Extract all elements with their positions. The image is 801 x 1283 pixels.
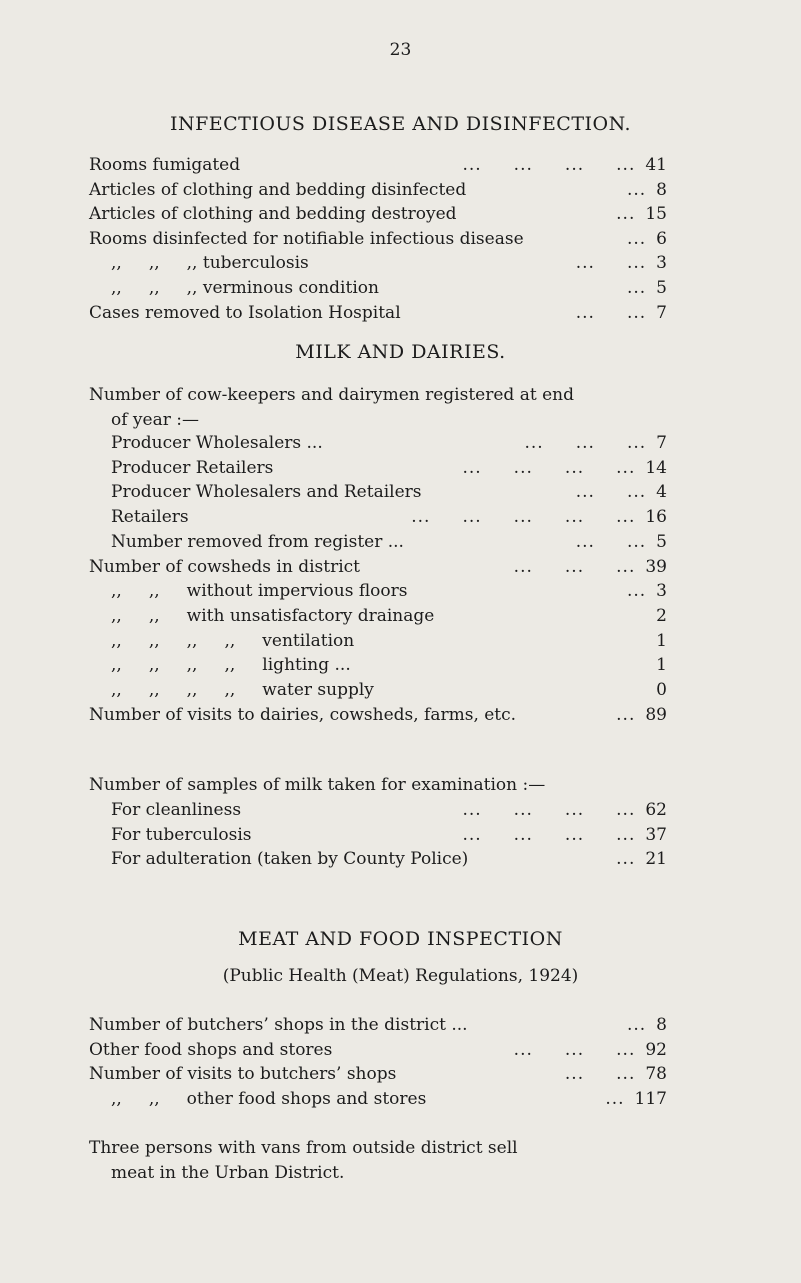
row-label: ,, ,, ,, verminous condition [111, 278, 379, 298]
row-value: 37 [645, 824, 667, 845]
section-title-meat: MEAT AND FOOD INSPECTION [238, 928, 563, 950]
row-label: ,, ,, other food shops and stores [111, 1089, 427, 1110]
table-row [111, 532, 667, 558]
milk-intro-line2: of year :— [111, 410, 199, 430]
row-leader-dots: ... ... ... ... [462, 800, 636, 820]
row-leader-dots: ... [616, 704, 636, 725]
row-label: For adulteration (taken by County Police) [111, 849, 469, 870]
row-leader-dots: ... ... ... [513, 556, 636, 577]
row-value: 7 [656, 433, 667, 453]
table-row [111, 825, 667, 851]
row-label: ,, ,, ,, tuberculosis [111, 253, 309, 274]
row-value: 8 [656, 1015, 667, 1035]
row-label: Cases removed to Isolation Hospital [89, 302, 401, 323]
table-row [89, 1015, 667, 1041]
meat-note-line2: meat in the Urban District. [111, 1163, 345, 1183]
row-label: Rooms disinfected for notifiable infectious disease [89, 228, 524, 249]
row-label: Number of butchers’ shops in the district ... [89, 1015, 468, 1035]
row-leader-dots: ... [616, 204, 636, 225]
row-value: 6 [656, 228, 667, 249]
table-row [111, 433, 667, 459]
row-label: Number of cowsheds in district [89, 556, 360, 577]
table-row [89, 557, 667, 583]
row-leader-dots: ... ... [575, 302, 647, 323]
row-value: 2 [656, 605, 667, 626]
row-label: Retailers [111, 507, 189, 528]
row-label: ,, ,, ,, ,, water supply [111, 680, 374, 700]
row-label: Number of visits to butchers’ shops [89, 1064, 397, 1085]
row-label: Rooms fumigated [89, 155, 241, 175]
row-leader-dots: ... [605, 1089, 625, 1110]
table-row [111, 849, 667, 875]
row-value: 1 [656, 630, 667, 651]
row-value: 5 [656, 278, 667, 298]
row-label: For cleanliness [111, 800, 242, 820]
table-row [111, 278, 667, 304]
section-title-milk: MILK AND DAIRIES. [295, 341, 506, 363]
row-value: 4 [656, 482, 667, 503]
section-title-infectious: INFECTIOUS DISEASE AND DISINFECTION. [169, 113, 632, 135]
table-row [111, 1089, 667, 1115]
table-row [111, 800, 667, 826]
table-row [89, 204, 667, 230]
row-value: 14 [645, 457, 667, 478]
row-value: 21 [645, 849, 667, 870]
table-row [111, 581, 667, 607]
row-leader-dots: ... ... ... ... [462, 155, 636, 175]
table-row [111, 680, 667, 706]
row-leader-dots: ... ... [575, 253, 647, 274]
row-leader-dots: ... ... ... ... [462, 457, 636, 478]
row-label: Producer Wholesalers ... [111, 433, 323, 453]
samples-intro: Number of samples of milk taken for examination :— [89, 775, 546, 795]
row-value: 7 [656, 302, 667, 323]
row-value: 16 [645, 507, 667, 528]
row-label: Producer Retailers [111, 457, 274, 478]
row-value: 39 [645, 556, 667, 577]
row-label: ,, ,, ,, ,, lighting ... [111, 655, 351, 676]
row-value: 3 [656, 253, 667, 274]
table-row [89, 155, 667, 181]
table-row [89, 1040, 667, 1066]
row-label: For tuberculosis [111, 824, 252, 845]
row-leader-dots: ... [616, 849, 636, 870]
row-label: ,, ,, ,, ,, ventilation [111, 630, 355, 651]
row-value: 78 [645, 1064, 667, 1085]
table-row [89, 229, 667, 255]
section-subtitle-meat: (Public Health (Meat) Regulations, 1924) [222, 966, 579, 986]
row-label: Other food shops and stores [89, 1039, 333, 1060]
row-leader-dots: ... [626, 228, 647, 249]
table-row [111, 606, 667, 632]
milk-intro [89, 383, 574, 433]
row-value: 3 [656, 581, 667, 602]
row-label: ,, ,, with unsatisfactory drainage [111, 605, 435, 626]
table-row [89, 303, 667, 329]
row-leader-dots: ... ... [564, 1064, 636, 1085]
table-row [111, 458, 667, 484]
row-value: 117 [634, 1089, 667, 1110]
milk-intro-line1: Number of cow-keepers and dairymen registered at end [89, 385, 574, 405]
row-value: 62 [645, 800, 667, 820]
row-leader-dots: ... ... [575, 531, 647, 552]
row-label: Producer Wholesalers and Retailers [111, 482, 422, 503]
table-row [111, 507, 667, 533]
row-label: Articles of clothing and bedding disinfected [89, 179, 467, 200]
row-value: 0 [656, 680, 667, 700]
table-row [89, 180, 667, 206]
table-row [111, 253, 667, 279]
meat-note-line1: Three persons with vans from outside district sell [89, 1138, 518, 1158]
page-number: 23 [389, 40, 412, 60]
table-row [111, 631, 667, 657]
row-leader-dots: ... ... ... ... [462, 824, 636, 845]
row-value: 5 [656, 531, 667, 552]
row-label: Number removed from register ... [111, 531, 404, 552]
table-row [111, 655, 667, 681]
row-value: 89 [645, 704, 667, 725]
table-row [89, 705, 667, 731]
row-leader-dots: ... ... ... [524, 433, 647, 453]
row-leader-dots: ... [626, 179, 647, 200]
row-leader-dots: ... [626, 581, 647, 602]
row-label: Number of visits to dairies, cowsheds, farms, etc. [89, 704, 517, 725]
row-leader-dots: ... [626, 1015, 647, 1035]
row-value: 41 [645, 155, 667, 175]
row-leader-dots: ... ... ... [513, 1039, 636, 1060]
table-row [111, 482, 667, 508]
row-leader-dots: ... ... ... ... ... [411, 507, 636, 528]
row-value: 92 [645, 1039, 667, 1060]
row-value: 1 [656, 655, 667, 676]
row-value: 15 [645, 204, 667, 225]
row-value: 8 [656, 179, 667, 200]
table-row [89, 1064, 667, 1090]
meat-note [89, 1136, 518, 1186]
row-label: Articles of clothing and bedding destroyed [89, 204, 457, 225]
row-label: ,, ,, without impervious floors [111, 581, 408, 602]
row-leader-dots: ... [626, 278, 647, 298]
row-leader-dots: ... ... [575, 482, 647, 503]
